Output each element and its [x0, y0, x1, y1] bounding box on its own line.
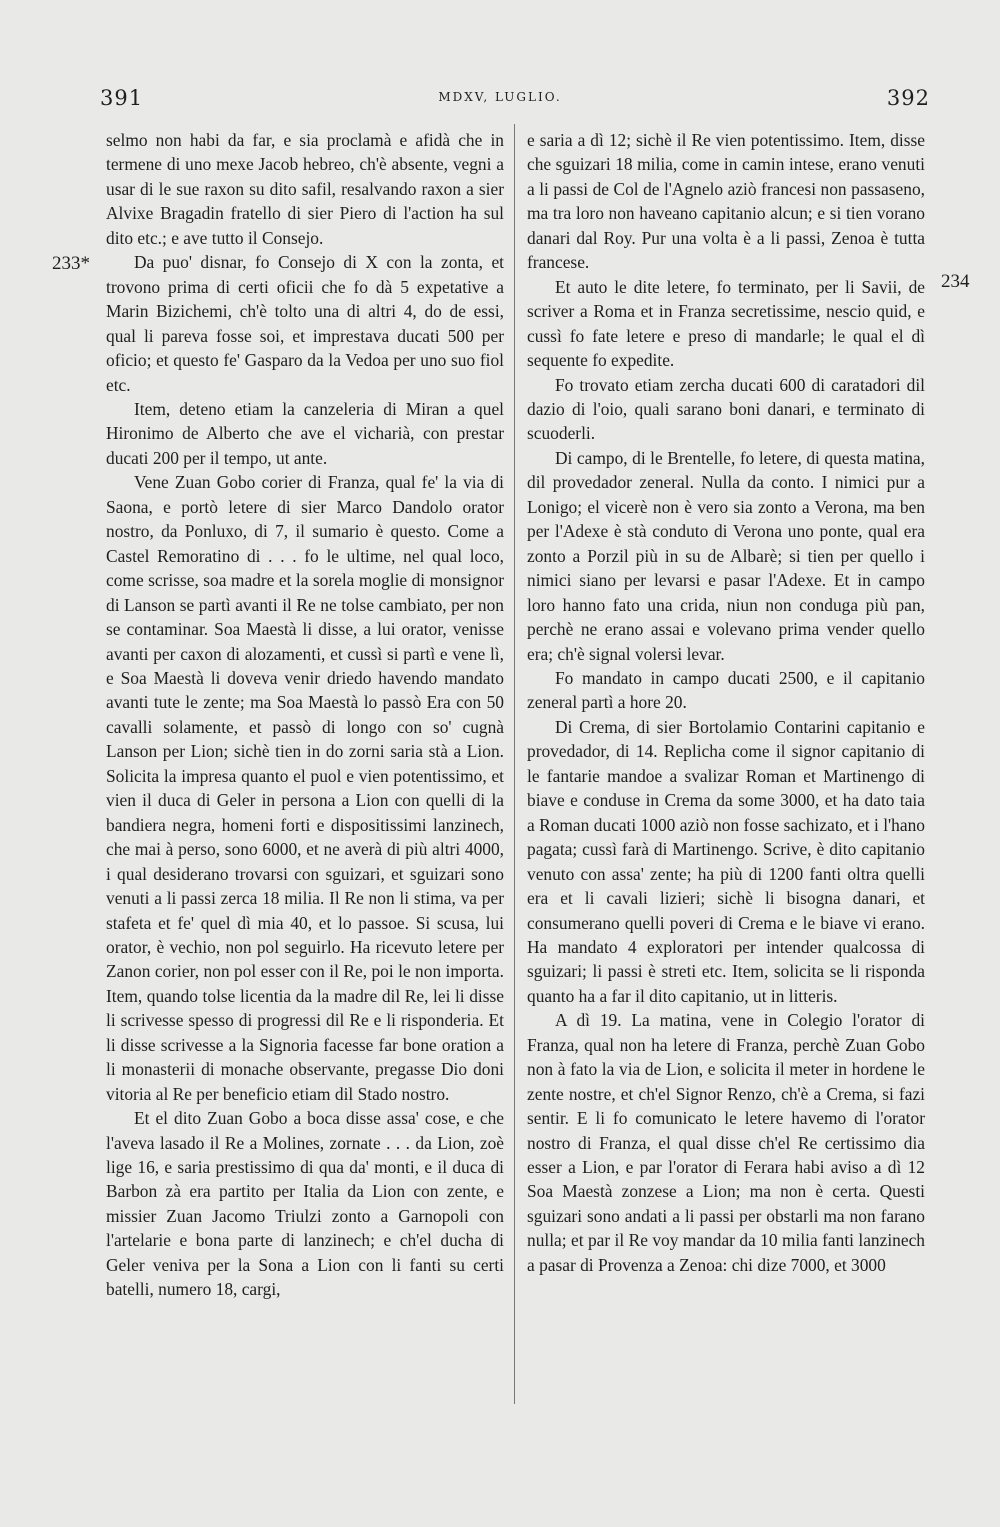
right-column: [527, 128, 925, 1277]
left-margin-mark: 233*: [52, 253, 90, 274]
paragraph: Vene Zuan Gobo corier di Franza, qual fe' la via di Saona, e portò letere di sier Marco Dandolo orator nostro, da Ponluxo, di 7, il sumario è questo. Come a Castel Remoratino di . . . fo le ultime, nel qual loco, come scrisse, soa madre et la sorela moglie di monsignor di Lanson se partì avanti il Re ne tolse cambiato, per non se contaminar. Soa Maestà li disse, a lui orator, venisse avanti per caxon di alozamenti, et cussì si partì e vene lì, e Soa Maestà li doveva venir driedo havendo mandato avanti tute le zente; ma Soa Maestà lo passò Era con 50 cavalli solamente, et passò di longo con so' cugnà Lanson per Lion; sichè tien in do zorni saria stà a Lion. Solicita la impresa quanto el puol e vien potentissimo, et vien il duca di Geler in persona a Lion con quelli di la bandiera negra, homeni forti e dispositissimi lanzinech, che mai à perso, sono 6000, et ne averà di più altri 4000, i qual desiderano trovarsi con sguizari, et sguizari sono venuti a li passi zerca 18 milia. Il Re non li stima, va per stafeta et fe' quel dì mia 40, et lo passoe. Si scusa, lui orator, è vechio, non pol seguirlo. Ha ricevuto letere per Zanon corier, non pol esser con il Re, poi le non importa. Item, quando tolse licentia da la madre dil Re, lei li disse li scrivesse spesso di progressi dil Re e li risponderia. Et li disse scrivesse a la Signoria facesse far bone oration a li monasterii di monache observante, pregasse Dio doni vitoria al Re per beneficio etiam dil Stado nostro.: [106, 472, 504, 1104]
paragraph: Fo trovato etiam zercha ducati 600 di caratadori dil dazio di l'oio, quali sarano boni danari, e terminato di scuoderli.: [527, 374, 925, 444]
right-page-number: 392: [886, 86, 930, 110]
page-header: [0, 86, 1000, 116]
paragraph: Di Crema, di sier Bortolamio Contarini capitanio e provedador, di 14. Replicha come il signor capitanio di le fantarie mandoe a svalizar Roman et Martinengo di biave e conduse in Crema da some 3000, et ha dato taia a Roman ducati 1000 aziò non fosse sachizato, et i l'hano pagata; cussì farà di Martinengo. Scrive, è dito capitanio venuto con assa' zente; ha più di 1200 fanti oltra quelli era et li cavali lizieri; sichè li bisogna danari, et consumerano quelli poveri di Crema e le biave vi erano. Ha mandato 4 exploratori per intender qualcossa di sguizari; li passi è streti etc. Item, solicita se li risponda quanto ha a far il dito capitanio, ut in litteris.: [527, 716, 925, 1006]
column-divider: [514, 124, 515, 1404]
paragraph: Fo mandato in campo ducati 2500, e il capitanio zeneral partì a hore 20.: [527, 667, 925, 713]
paragraph: Di campo, di le Brentelle, fo letere, di questa matina, dil provedador zeneral. Nulla da conto. I nimici pur a Lonigo; el vicerè non è vero sia zonto a Verona, ma ben per l'Adexe è stà conduto di Verona uno ponte, qual era zonto a Porzil più in su de Albarè; si tien per quello i nimici siano per levarsi e pasar l'Adexe. Et in campo loro hanno fato una crida, niun non conduga più pan, perchè ne erano assai e volevano prima vender quello era; ch'è signal volersi levar.: [527, 447, 925, 664]
running-title: MDXV, LUGLIO.: [438, 90, 562, 104]
right-margin-mark: 234: [941, 271, 970, 292]
paragraph: Et auto le dite letere, fo terminato, per li Savii, de scriver a Roma et in Franza secretissime, nescio quid, e cussì fo fate letere e preso di mandarle; le qual el dì sequente fo expedite.: [527, 276, 925, 371]
paragraph: Et el dito Zuan Gobo a boca disse assa' cose, e che l'aveva lasado il Re a Molines, zornate . . . da Lion, zoè lige 16, e saria prestissimo di qua da' monti, e il duca di Barbon zà era partito per Italia da Lion con zente, e missier Zuan Jacomo Triulzi zonto a Garnopoli con l'artelarie e bona parte di lanzinech; e ch'el ducha di Geler veniva per la Sona a Lion con li fanti su certi batelli, numero 18, cargi,: [106, 1108, 504, 1300]
left-page-number: 391: [100, 86, 144, 110]
paragraph: selmo non habi da far, e sia proclamà e afidà che in termene di uno mexe Jacob hebreo, ch'è absente, vegni a usar di le sue raxon su dito safil, resalvando raxon a sier Alvixe Bragadin fratello di sier Piero di l'action ha sul dito etc.; e ave tutto il Consejo.: [106, 130, 504, 248]
paragraph: e saria a dì 12; sichè il Re vien potentissimo. Item, disse che sguizari 18 milia, come in camin intese, erano venuti a li passi de Col de l'Agnelo aziò francesi non passaseno, ma tra loro non haveano capitanio alcun; e si tien vorano danari dal Roy. Pur una volta è a li passi, Zenoa è tutta francese.: [527, 130, 925, 273]
paragraph: Da puo' disnar, fo Consejo di X con la zonta, et trovono prima di certi oficii che fo dà 5 expetative a Marin Bizichemi, ch'è tolto una di altri 4, do de essi, qual li pareva fosse soi, et imprestava ducati 500 per oficio; et questo fe' Gasparo da la Vedoa per uno suo fiol etc.: [106, 252, 504, 395]
left-column: [106, 128, 504, 1302]
paragraph: Item, deteno etiam la canzeleria di Miran a quel Hironimo de Alberto che ave el vicharià, con prestar ducati 200 per il tempo, ut ante.: [106, 398, 504, 468]
paragraph: A dì 19. La matina, vene in Colegio l'orator di Franza, qual non ha letere di Franza, perchè Zuan Gobo non à fato la via de Lion, e solicita il meter in hordene le zente nostre, et ch'el Signor Renzo, ch'è a Crema, si fazi sentir. E li fo comunicato le letere havemo di l'orator nostro di Franza, el qual disse ch'el Re certissimo dia esser a Lion, e par l'orator di Ferara habi aviso a dì 12 Soa Maestà zonzese a Lion; ma non è certa. Questi sguizari sono andati a li passi per obstarli ma non farano nulla; et par il Re voy mandar da 10 milia fanti lanzinech a pasar di Provenza a Zenoa: chi dize 7000, et 3000: [527, 1010, 925, 1275]
